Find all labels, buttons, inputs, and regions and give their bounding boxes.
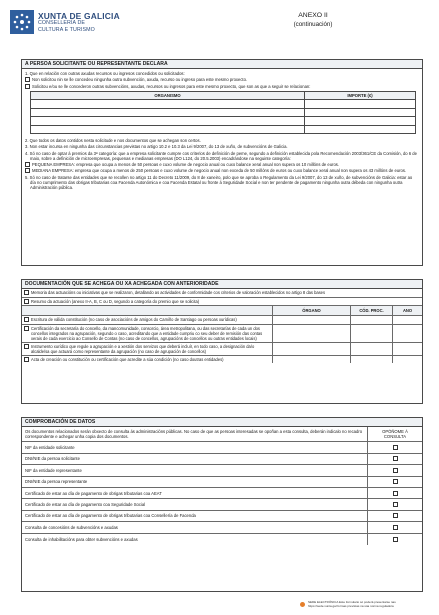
electronic-office-icon [300,602,305,607]
verification-rows [22,442,422,545]
aid-organism-cell[interactable] [31,125,305,134]
verification-row-label: DNI/NIE da persoa representante [25,479,88,485]
annex-title: ANEXO II [298,12,328,19]
declaration-item-5: 5. Só no caso de tratarse das entidades que se recollen no artigo 11 do Decreto 11/2009, do 8 de xaneiro, polo que se aproba o Regulamento da Lei 9/2007, do 13 de xuño, de subvencións de Galicia: estar ao día no cumprimento das obrigas tributarias coa Facenda Autonómica e coa Facenda Estatal ou fronte á Seguridade Social e non ter pendente de pagamento ningunha outra débeda con ningunha outra Administración pública. [25,174,413,191]
verification-row-label: NIF da entidade representante [25,467,82,473]
department-line-2: CULTURA E TURISMO [38,26,95,33]
section-title: COMPROBACIÓN DE DATOS [22,418,422,427]
verification-row-label: Certificado de estar ao día de pagamento de obrigas tributarias coa AEAT [25,490,162,496]
oppose-cell [367,522,422,532]
aid-table-header-amount: IMPORTE (€) [305,92,416,100]
footer-text [308,601,435,609]
aid-organism-cell[interactable] [31,117,305,126]
proc-code-cell[interactable] [350,356,392,364]
organ-cell[interactable] [272,356,350,364]
aid-amount-cell[interactable] [305,108,416,117]
declaration-item-1: 1. Que en relación con outras axudas recursos ou ingresos concedidos ou solicitados: [25,71,185,76]
verification-row [22,465,422,476]
oppose-header-line-2: CONSULTA [383,434,407,440]
document-checkbox[interactable] [24,326,29,331]
oppose-cell [367,488,422,498]
data-verification-section [21,417,423,592]
table-row [31,125,416,134]
medium-company-checkbox[interactable] [25,168,30,173]
table-row [31,108,416,117]
footer-line-2: https://sede.xunta.gal formas previstas na súa norma reguladora [308,603,394,608]
organ-cell[interactable] [272,316,350,324]
document-label: Memoria das actuacións ou iniciativas que se realizaron, detallando as actividades de conformidade cos criterios de valoración establecidos no artigo 8 das bases [31,290,326,295]
small-company-label: PEQUENA EMPRESA: empresa que ocupa a menos de 50 persoas e cuxo volume de negocio anual ou cuxo balance xeral anual non supera os 10 millóns de euros. [32,161,340,167]
option-other-aid-label: Solicitou e/ou se lle concederon outras subvencións, axudas, recursos ou ingresos para este mesmo proxecto, que son as que a seguir se relacionan: [32,83,311,89]
document-checkbox[interactable] [24,357,29,362]
declaration-section [21,59,423,266]
document-label: Certificación da secretaría do concello, da mancomunidade, consorcio, área metropolitana, ou das secretarías de cada un dos concellos integrados na agrupación, segundo o caso, acreditando que a entidade cumpriu co seu deber de remisión das contas xerais de cada exercicio ao Consello de Contas (no caso de concellos, agrupacións de concellos ou outras entidades locais) [31,325,263,341]
medium-company-label: MEDIANA EMPRESA: empresa que ocupa a menos de 250 persoas e cuxo volume de negocio anual non exceda de 50 millóns de euros ou cuxo balance xeral anual non supera os 43 millóns de euros. [32,168,407,174]
verification-row-label: Consulta de inhabilitacións para obter subvencións e axudas [25,536,138,542]
verification-row [22,477,422,488]
oppose-cell [367,499,422,509]
document-checkbox[interactable] [24,290,29,295]
verification-row [22,442,422,453]
oppose-checkbox[interactable] [393,537,398,542]
oppose-cell [367,465,422,475]
oppose-cell [367,477,422,487]
table-row [31,117,416,126]
document-label: Instrumento xurídico que regule a agrupación e a xestión dos servizos que deberá incluír, en todo caso, a designación da/o alcalde/sa que actuará como representante da agrupación (no caso de agrupación de concellos) [31,343,255,354]
declaration-item-2: 2. Que todos os datos contidos nesta solicitude e nos documentos que se achegan son certos. [25,138,201,144]
column-header-year: ANO [392,306,422,315]
document-row [22,325,422,343]
document-checkbox[interactable] [24,317,29,322]
verification-row [22,499,422,510]
aid-amount-cell[interactable] [305,125,416,134]
oppose-checkbox[interactable] [393,468,398,473]
document-header [10,10,429,54]
footer-line-1: SEDE ELECTRÓNICA Este formulario só poderá presentarse nas [308,600,396,604]
verification-row [22,454,422,465]
oppose-header-line-1: OPÓÑOME Á [382,429,408,435]
oppose-column-header [367,427,422,441]
option-other-aid [25,84,419,90]
aid-amount-cell[interactable] [305,117,416,126]
year-cell[interactable] [392,316,422,324]
documents-list [22,289,422,363]
proc-code-cell[interactable] [350,325,392,342]
aid-table-header-organism: ORGANISMO [31,92,305,100]
verification-row-label: Certificado de estar ao día de pagamento coa Seguridade Social [25,502,146,508]
no-aid-checkbox[interactable] [25,77,30,82]
organ-cell[interactable] [272,325,350,342]
medium-company-option [25,168,419,174]
year-cell[interactable] [392,325,422,342]
oppose-cell [367,534,422,545]
documents-column-headers [22,306,422,316]
table-row [31,100,416,109]
oppose-cell [367,454,422,464]
verification-row [22,511,422,522]
verification-row-label: NIF da entidade solicitante [25,445,75,451]
document-row [22,316,422,325]
oppose-checkbox[interactable] [393,525,398,530]
aid-organism-cell[interactable] [31,100,305,109]
oppose-checkbox[interactable] [393,513,398,518]
declaration-item-3: 3. Non estar incursa en ningunha das circunstancias previstas no artigo 10.2 e 10.3 da Lei 9/2007, do 13 de xuño, de subvencións de Galicia. [25,144,288,150]
section-title: A PERSOA SOLICITANTE OU REPRESENTANTE DECLARA [22,60,422,69]
other-aid-checkbox[interactable] [25,84,30,89]
section-title: DOCUMENTACIÓN QUE SE ACHEGA OU XA ACHEGADA CON ANTERIORIDADE [22,280,422,289]
documentation-section [21,279,423,404]
document-row [22,343,422,356]
document-label: Escritura de válida constitución (no caso de asociacións de amigos do Camiño de Santiago ou persoas xurídicas) [31,317,237,322]
oppose-checkbox[interactable] [393,491,398,496]
document-checkbox[interactable] [24,299,29,304]
verification-row-label: DNI/NIE da persoa solicitante [25,456,80,462]
organ-cell[interactable] [272,343,350,355]
department-line-1: CONSELLERÍA DE [38,20,86,27]
verification-row-label: Consulta de concesións de subvencións e axudas [25,524,118,530]
verification-row [22,534,422,545]
document-row [22,289,422,298]
verification-row-label: Certificado de estar ao día de pagamento de obrigas tributarias coa Consellería de Facenda [25,513,196,519]
oppose-checkbox[interactable] [393,502,398,507]
document-row [22,298,422,307]
verification-row [22,488,422,499]
annex-heading [268,12,358,28]
oppose-checkbox[interactable] [393,479,398,484]
proc-code-cell[interactable] [350,316,392,324]
verification-intro: Os documentos relacionados serán obxecto de consulta ás administracións públicas. No caso de que as persoas interesadas se opoñan a esta consulta, deberán indicalo no recadro correspondente e achegar unha copia dos documentos. [25,429,363,440]
oppose-cell [367,511,422,521]
small-company-option [25,162,419,168]
verification-row [22,522,422,533]
oppose-checkbox[interactable] [393,445,398,450]
logo-text [38,12,120,33]
proc-code-cell[interactable] [350,343,392,355]
document-checkbox[interactable] [24,344,29,349]
aid-table [30,91,416,134]
xunta-logo-icon [10,10,34,34]
oppose-checkbox[interactable] [393,456,398,461]
footer [300,600,435,614]
option-no-aid-label: Non solicitou nin se lle concedeu ningunha outra subvención, axuda, recurso ou ingreso para este mesmo proxecto. [32,77,248,83]
column-header-organ: ÓRGANO [272,306,350,315]
oppose-cell [367,442,422,452]
verification-intro-row [22,427,422,442]
aid-organism-cell[interactable] [31,108,305,117]
option-no-aid [25,77,419,82]
org-name: XUNTA DE GALICIA [38,11,120,21]
column-header-proc-code: CÓD. PROC. [350,306,392,315]
year-cell[interactable] [392,356,422,364]
document-label: Resumo da actuación (anexo II-A, B, C ou D, segundo a categoría do premio que se solicita) [31,298,200,304]
declaration-item-4: 4. Só no caso de optar á premios da 3ª categoría: que a empresa solicitante cumpre cos criterios de definición de peme, segundo a definición establecida pola Recomendación 2003/361/CE da Comisión, do 6 de maio, sobre a definición de microempresas, pequenas e medianas empresas (DO L124, do 20.5.2003) encadrándose na seguinte categoría: [25,150,417,161]
document-label: Acta de creación ou constitución ou certificación que acredite a súa condición (no caso doutras entidades) [31,356,224,362]
document-row [22,356,422,364]
year-cell[interactable] [392,343,422,355]
annex-subtitle: (continuación) [293,21,333,28]
aid-amount-cell[interactable] [305,100,416,109]
small-company-checkbox[interactable] [25,162,30,167]
